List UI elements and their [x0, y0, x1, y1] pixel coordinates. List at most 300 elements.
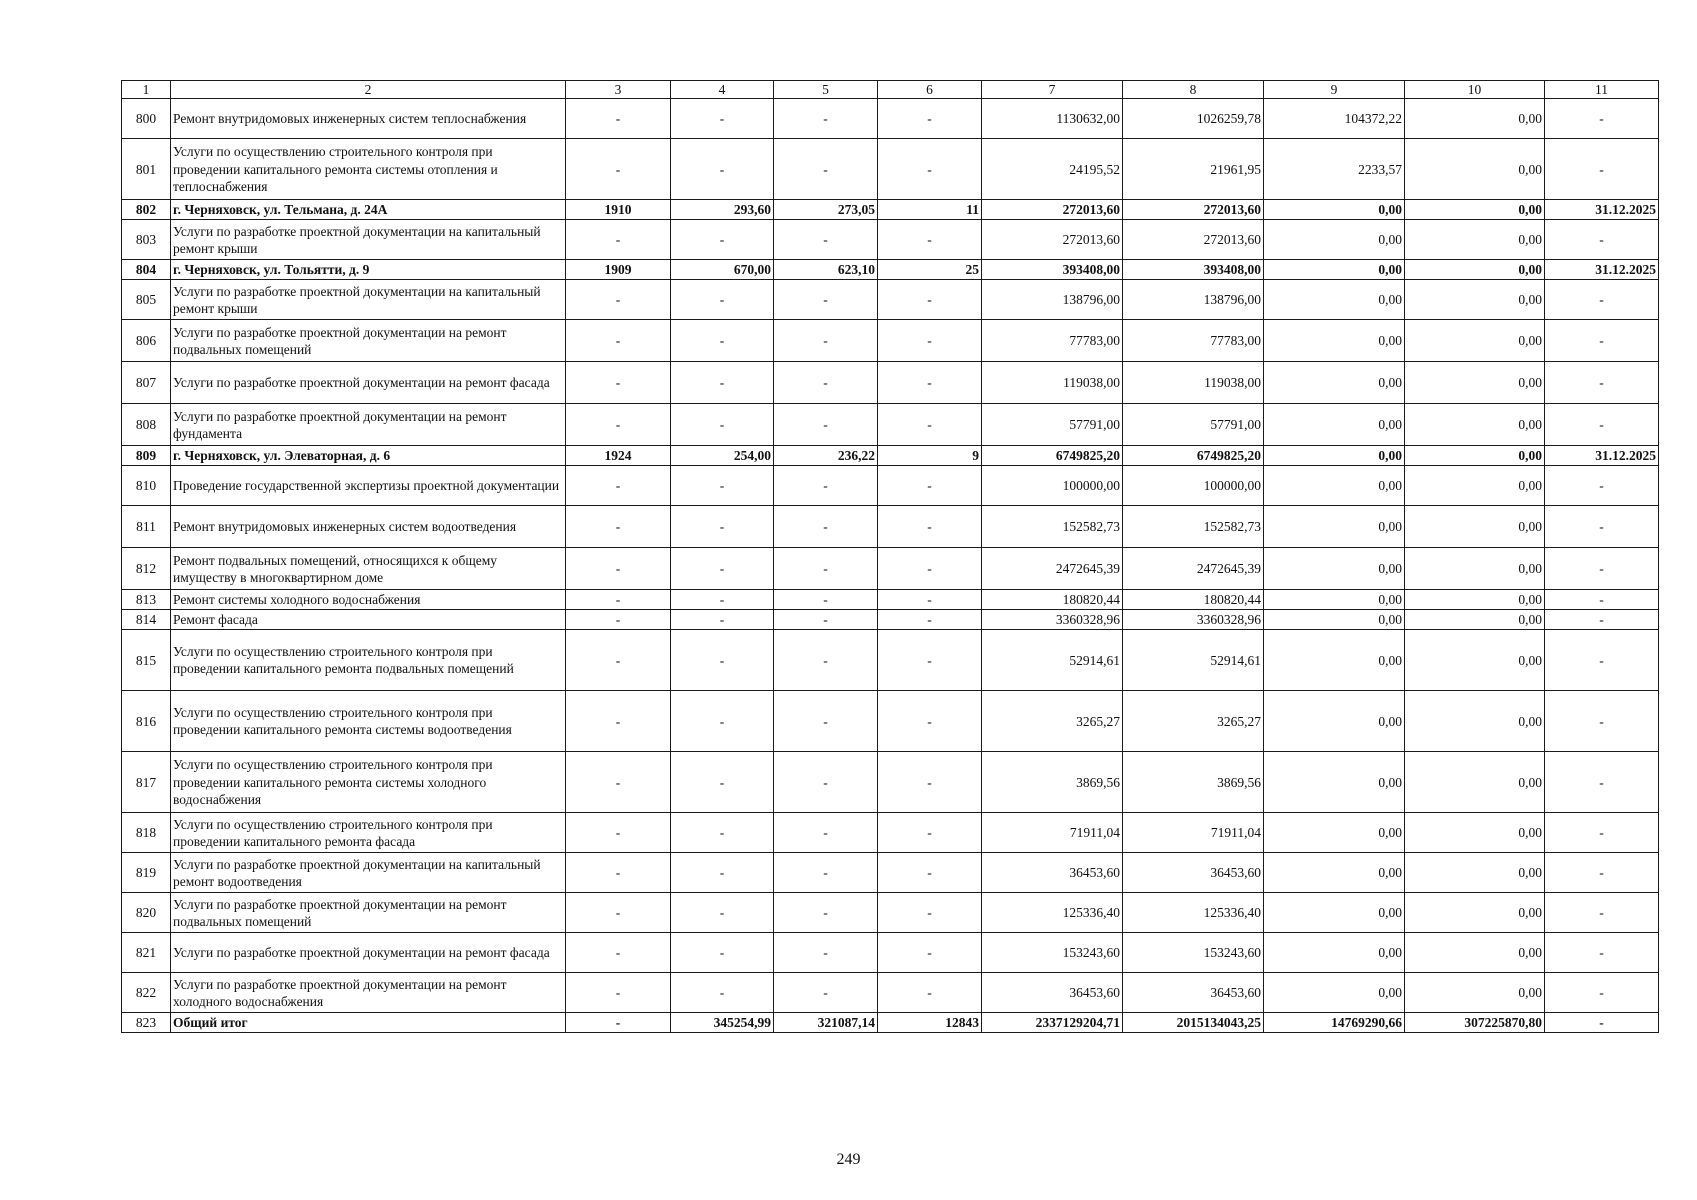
col10-cell: 0,00 [1405, 590, 1545, 610]
work-name-cell: г. Черняховск, ул. Тольятти, д. 9 [171, 260, 566, 280]
table-row [122, 362, 1659, 404]
col6-cell: - [878, 404, 982, 446]
col6-cell: - [878, 610, 982, 630]
work-name-cell: Услуги по разработке проектной документации на ремонт фасада [171, 362, 566, 404]
col11-cell: 31.12.2025 [1545, 260, 1659, 280]
col10-cell: 0,00 [1405, 220, 1545, 260]
page-number: 249 [836, 1151, 861, 1168]
work-name-cell: Проведение государственной экспертизы проектной документации [171, 466, 566, 506]
col7-cell: 6749825,20 [982, 446, 1123, 466]
col4-cell: - [671, 280, 774, 320]
table-row [122, 752, 1659, 813]
row-number-cell: 819 [122, 853, 171, 893]
col5-cell: - [774, 466, 878, 506]
col6-cell: - [878, 220, 982, 260]
col5-cell: - [774, 752, 878, 813]
col8-cell: 57791,00 [1123, 404, 1264, 446]
row-number-cell: 822 [122, 973, 171, 1013]
col11-cell: 31.12.2025 [1545, 446, 1659, 466]
col9-cell: 0,00 [1264, 610, 1405, 630]
col9-cell: 0,00 [1264, 404, 1405, 446]
table-row [122, 404, 1659, 446]
col6-cell: - [878, 853, 982, 893]
col6-cell: - [878, 99, 982, 139]
work-name-cell: Ремонт фасада [171, 610, 566, 630]
col6-cell: 25 [878, 260, 982, 280]
col8-cell: 119038,00 [1123, 362, 1264, 404]
col4-cell: - [671, 590, 774, 610]
col11-cell: - [1545, 933, 1659, 973]
col10-cell: 0,00 [1405, 466, 1545, 506]
col7-cell: 57791,00 [982, 404, 1123, 446]
col5-cell: - [774, 973, 878, 1013]
col4-cell: - [671, 893, 774, 933]
col9-cell: 0,00 [1264, 320, 1405, 362]
table-row [122, 466, 1659, 506]
table-row [122, 691, 1659, 752]
col3-cell: - [566, 320, 671, 362]
row-number-cell: 818 [122, 813, 171, 853]
col4-cell: - [671, 466, 774, 506]
col11-cell: - [1545, 1013, 1659, 1033]
col4-cell: - [671, 610, 774, 630]
col7-cell: 100000,00 [982, 466, 1123, 506]
column-number-cell: 6 [878, 81, 982, 99]
col10-cell: 0,00 [1405, 404, 1545, 446]
work-name-cell: Услуги по разработке проектной документации на капитальный ремонт крыши [171, 280, 566, 320]
address-row [122, 200, 1659, 220]
col9-cell: 0,00 [1264, 691, 1405, 752]
col6-cell: - [878, 813, 982, 853]
col10-cell: 0,00 [1405, 99, 1545, 139]
col6-cell: 12843 [878, 1013, 982, 1033]
column-number-cell: 7 [982, 81, 1123, 99]
col11-cell: - [1545, 548, 1659, 590]
work-name-cell: Услуги по осуществлению строительного контроля при проведении капитального ремонта системы отопления и теплоснабжения [171, 139, 566, 200]
col3-cell: - [566, 933, 671, 973]
col5-cell: 273,05 [774, 200, 878, 220]
col3-cell: - [566, 404, 671, 446]
col7-cell: 52914,61 [982, 630, 1123, 691]
col5-cell: - [774, 280, 878, 320]
col6-cell: - [878, 362, 982, 404]
col6-cell: - [878, 139, 982, 200]
col7-cell: 71911,04 [982, 813, 1123, 853]
col4-cell: - [671, 813, 774, 853]
col7-cell: 272013,60 [982, 200, 1123, 220]
col7-cell: 138796,00 [982, 280, 1123, 320]
col3-cell: - [566, 813, 671, 853]
work-name-cell: Услуги по разработке проектной документации на капитальный ремонт водоотведения [171, 853, 566, 893]
total-row [122, 1013, 1659, 1033]
table-row [122, 813, 1659, 853]
col8-cell: 153243,60 [1123, 933, 1264, 973]
col11-cell: - [1545, 320, 1659, 362]
col5-cell: - [774, 506, 878, 548]
work-name-cell: Ремонт подвальных помещений, относящихся к общему имуществу в многоквартирном доме [171, 548, 566, 590]
col9-cell: 104372,22 [1264, 99, 1405, 139]
work-name-cell: Ремонт системы холодного водоснабжения [171, 590, 566, 610]
col10-cell: 0,00 [1405, 893, 1545, 933]
col3-cell: - [566, 973, 671, 1013]
row-number-cell: 809 [122, 446, 171, 466]
address-row [122, 260, 1659, 280]
col8-cell: 272013,60 [1123, 200, 1264, 220]
col6-cell: - [878, 630, 982, 691]
col5-cell: - [774, 813, 878, 853]
col9-cell: 0,00 [1264, 362, 1405, 404]
col9-cell: 0,00 [1264, 466, 1405, 506]
col3-cell: - [566, 853, 671, 893]
column-number-cell: 8 [1123, 81, 1264, 99]
col9-cell: 0,00 [1264, 853, 1405, 893]
col10-cell: 0,00 [1405, 446, 1545, 466]
col7-cell: 36453,60 [982, 973, 1123, 1013]
col10-cell: 0,00 [1405, 630, 1545, 691]
col8-cell: 77783,00 [1123, 320, 1264, 362]
table-row [122, 893, 1659, 933]
col11-cell: - [1545, 973, 1659, 1013]
work-name-cell: Услуги по осуществлению строительного контроля при проведении капитального ремонта подвальных помещений [171, 630, 566, 691]
col5-cell: 321087,14 [774, 1013, 878, 1033]
col3-cell: - [566, 139, 671, 200]
col11-cell: - [1545, 893, 1659, 933]
table-row [122, 610, 1659, 630]
col9-cell: 0,00 [1264, 933, 1405, 973]
work-name-cell: Услуги по разработке проектной документации на ремонт фасада [171, 933, 566, 973]
work-name-cell: Услуги по разработке проектной документации на ремонт холодного водоснабжения [171, 973, 566, 1013]
col7-cell: 153243,60 [982, 933, 1123, 973]
table-row [122, 280, 1659, 320]
col9-cell: 0,00 [1264, 813, 1405, 853]
row-number-cell: 814 [122, 610, 171, 630]
col3-cell: - [566, 610, 671, 630]
col8-cell: 3265,27 [1123, 691, 1264, 752]
col7-cell: 125336,40 [982, 893, 1123, 933]
col3-cell: - [566, 752, 671, 813]
address-row [122, 446, 1659, 466]
col6-cell: - [878, 893, 982, 933]
col10-cell: 0,00 [1405, 362, 1545, 404]
col5-cell: - [774, 99, 878, 139]
col10-cell: 0,00 [1405, 260, 1545, 280]
col4-cell: - [671, 404, 774, 446]
col5-cell: - [774, 933, 878, 973]
row-number-cell: 804 [122, 260, 171, 280]
table-row [122, 853, 1659, 893]
col4-cell: - [671, 853, 774, 893]
col8-cell: 36453,60 [1123, 973, 1264, 1013]
col9-cell: 0,00 [1264, 446, 1405, 466]
col11-cell: - [1545, 362, 1659, 404]
col9-cell: 2233,57 [1264, 139, 1405, 200]
col7-cell: 3869,56 [982, 752, 1123, 813]
table-row [122, 933, 1659, 973]
col8-cell: 125336,40 [1123, 893, 1264, 933]
work-name-cell: Услуги по осуществлению строительного контроля при проведении капитального ремонта системы холодного водоснабжения [171, 752, 566, 813]
col10-cell: 0,00 [1405, 548, 1545, 590]
col5-cell: - [774, 691, 878, 752]
col8-cell: 152582,73 [1123, 506, 1264, 548]
row-number-cell: 820 [122, 893, 171, 933]
col7-cell: 2472645,39 [982, 548, 1123, 590]
col7-cell: 180820,44 [982, 590, 1123, 610]
col7-cell: 1130632,00 [982, 99, 1123, 139]
col6-cell: - [878, 933, 982, 973]
col11-cell: - [1545, 752, 1659, 813]
work-name-cell: Ремонт внутридомовых инженерных систем теплоснабжения [171, 99, 566, 139]
col11-cell: - [1545, 280, 1659, 320]
col8-cell: 52914,61 [1123, 630, 1264, 691]
col9-cell: 0,00 [1264, 590, 1405, 610]
col7-cell: 24195,52 [982, 139, 1123, 200]
col4-cell: 345254,99 [671, 1013, 774, 1033]
table-row [122, 630, 1659, 691]
col11-cell: - [1545, 139, 1659, 200]
col6-cell: 9 [878, 446, 982, 466]
col4-cell: - [671, 506, 774, 548]
col5-cell: 623,10 [774, 260, 878, 280]
col9-cell: 0,00 [1264, 548, 1405, 590]
col8-cell: 6749825,20 [1123, 446, 1264, 466]
col8-cell: 3360328,96 [1123, 610, 1264, 630]
work-name-cell: Услуги по разработке проектной документации на ремонт фундамента [171, 404, 566, 446]
col4-cell: 254,00 [671, 446, 774, 466]
col5-cell: 236,22 [774, 446, 878, 466]
col7-cell: 393408,00 [982, 260, 1123, 280]
work-name-cell: Ремонт внутридомовых инженерных систем водоотведения [171, 506, 566, 548]
col5-cell: - [774, 590, 878, 610]
col11-cell: - [1545, 99, 1659, 139]
column-number-cell: 2 [171, 81, 566, 99]
col10-cell: 0,00 [1405, 752, 1545, 813]
col9-cell: 0,00 [1264, 220, 1405, 260]
col7-cell: 3360328,96 [982, 610, 1123, 630]
table-row [122, 99, 1659, 139]
col4-cell: 293,60 [671, 200, 774, 220]
col5-cell: - [774, 404, 878, 446]
col5-cell: - [774, 630, 878, 691]
row-number-cell: 803 [122, 220, 171, 260]
col5-cell: - [774, 139, 878, 200]
col5-cell: - [774, 548, 878, 590]
col11-cell: - [1545, 610, 1659, 630]
col7-cell: 36453,60 [982, 853, 1123, 893]
col8-cell: 71911,04 [1123, 813, 1264, 853]
col6-cell: - [878, 590, 982, 610]
table-row [122, 548, 1659, 590]
col10-cell: 307225870,80 [1405, 1013, 1545, 1033]
col10-cell: 0,00 [1405, 610, 1545, 630]
row-number-cell: 812 [122, 548, 171, 590]
col8-cell: 180820,44 [1123, 590, 1264, 610]
row-number-cell: 821 [122, 933, 171, 973]
column-number-cell: 9 [1264, 81, 1405, 99]
work-name-cell: Общий итог [171, 1013, 566, 1033]
col8-cell: 3869,56 [1123, 752, 1264, 813]
col10-cell: 0,00 [1405, 139, 1545, 200]
col4-cell: - [671, 362, 774, 404]
row-number-cell: 805 [122, 280, 171, 320]
col11-cell: - [1545, 590, 1659, 610]
col9-cell: 0,00 [1264, 630, 1405, 691]
row-number-cell: 813 [122, 590, 171, 610]
row-number-cell: 823 [122, 1013, 171, 1033]
col10-cell: 0,00 [1405, 933, 1545, 973]
col3-cell: - [566, 506, 671, 548]
col4-cell: - [671, 752, 774, 813]
col10-cell: 0,00 [1405, 691, 1545, 752]
table-row [122, 139, 1659, 200]
col10-cell: 0,00 [1405, 506, 1545, 548]
col8-cell: 138796,00 [1123, 280, 1264, 320]
col9-cell: 0,00 [1264, 752, 1405, 813]
col3-cell: - [566, 1013, 671, 1033]
work-name-cell: г. Черняховск, ул. Тельмана, д. 24А [171, 200, 566, 220]
col5-cell: - [774, 893, 878, 933]
col3-cell: 1924 [566, 446, 671, 466]
col11-cell: - [1545, 691, 1659, 752]
col6-cell: - [878, 506, 982, 548]
col10-cell: 0,00 [1405, 813, 1545, 853]
row-number-cell: 810 [122, 466, 171, 506]
col11-cell: - [1545, 630, 1659, 691]
row-number-cell: 808 [122, 404, 171, 446]
row-number-cell: 800 [122, 99, 171, 139]
col7-cell: 272013,60 [982, 220, 1123, 260]
col3-cell: - [566, 548, 671, 590]
col3-cell: - [566, 630, 671, 691]
row-number-cell: 802 [122, 200, 171, 220]
work-name-cell: Услуги по осуществлению строительного контроля при проведении капитального ремонта фасада [171, 813, 566, 853]
col11-cell: 31.12.2025 [1545, 200, 1659, 220]
col7-cell: 152582,73 [982, 506, 1123, 548]
col6-cell: - [878, 548, 982, 590]
col9-cell: 0,00 [1264, 260, 1405, 280]
col3-cell: - [566, 466, 671, 506]
col11-cell: - [1545, 466, 1659, 506]
work-name-cell: Услуги по разработке проектной документации на ремонт подвальных помещений [171, 320, 566, 362]
col8-cell: 21961,95 [1123, 139, 1264, 200]
col6-cell: - [878, 752, 982, 813]
col4-cell: 670,00 [671, 260, 774, 280]
col9-cell: 0,00 [1264, 280, 1405, 320]
table-row [122, 320, 1659, 362]
col8-cell: 272013,60 [1123, 220, 1264, 260]
col10-cell: 0,00 [1405, 973, 1545, 1013]
row-number-cell: 807 [122, 362, 171, 404]
table-row [122, 506, 1659, 548]
row-number-cell: 815 [122, 630, 171, 691]
col11-cell: - [1545, 813, 1659, 853]
column-number-cell: 3 [566, 81, 671, 99]
col8-cell: 100000,00 [1123, 466, 1264, 506]
col8-cell: 2015134043,25 [1123, 1013, 1264, 1033]
col4-cell: - [671, 220, 774, 260]
col11-cell: - [1545, 404, 1659, 446]
row-number-cell: 811 [122, 506, 171, 548]
col8-cell: 393408,00 [1123, 260, 1264, 280]
work-name-cell: г. Черняховск, ул. Элеваторная, д. 6 [171, 446, 566, 466]
col4-cell: - [671, 691, 774, 752]
col10-cell: 0,00 [1405, 853, 1545, 893]
col10-cell: 0,00 [1405, 320, 1545, 362]
row-number-cell: 816 [122, 691, 171, 752]
col7-cell: 77783,00 [982, 320, 1123, 362]
col9-cell: 14769290,66 [1264, 1013, 1405, 1033]
col3-cell: 1909 [566, 260, 671, 280]
row-number-cell: 806 [122, 320, 171, 362]
col10-cell: 0,00 [1405, 200, 1545, 220]
col5-cell: - [774, 362, 878, 404]
col10-cell: 0,00 [1405, 280, 1545, 320]
col7-cell: 2337129204,71 [982, 1013, 1123, 1033]
col8-cell: 1026259,78 [1123, 99, 1264, 139]
col3-cell: - [566, 893, 671, 933]
col4-cell: - [671, 548, 774, 590]
col11-cell: - [1545, 853, 1659, 893]
table-row [122, 973, 1659, 1013]
column-number-cell: 4 [671, 81, 774, 99]
column-number-cell: 1 [122, 81, 171, 99]
col6-cell: - [878, 280, 982, 320]
column-number-cell: 10 [1405, 81, 1545, 99]
col5-cell: - [774, 853, 878, 893]
col11-cell: - [1545, 506, 1659, 548]
col7-cell: 3265,27 [982, 691, 1123, 752]
col8-cell: 2472645,39 [1123, 548, 1264, 590]
work-name-cell: Услуги по разработке проектной документации на капитальный ремонт крыши [171, 220, 566, 260]
col6-cell: - [878, 691, 982, 752]
col3-cell: 1910 [566, 200, 671, 220]
col4-cell: - [671, 973, 774, 1013]
col9-cell: 0,00 [1264, 200, 1405, 220]
col3-cell: - [566, 691, 671, 752]
col4-cell: - [671, 630, 774, 691]
col8-cell: 36453,60 [1123, 853, 1264, 893]
col6-cell: - [878, 973, 982, 1013]
col4-cell: - [671, 320, 774, 362]
col4-cell: - [671, 139, 774, 200]
col9-cell: 0,00 [1264, 973, 1405, 1013]
col7-cell: 119038,00 [982, 362, 1123, 404]
works-table [121, 80, 1659, 1033]
col11-cell: - [1545, 220, 1659, 260]
row-number-cell: 817 [122, 752, 171, 813]
col9-cell: 0,00 [1264, 893, 1405, 933]
work-name-cell: Услуги по разработке проектной документации на ремонт подвальных помещений [171, 893, 566, 933]
table-row [122, 590, 1659, 610]
col3-cell: - [566, 590, 671, 610]
col3-cell: - [566, 99, 671, 139]
col5-cell: - [774, 220, 878, 260]
col6-cell: - [878, 466, 982, 506]
col3-cell: - [566, 362, 671, 404]
column-number-cell: 5 [774, 81, 878, 99]
col5-cell: - [774, 610, 878, 630]
work-name-cell: Услуги по осуществлению строительного контроля при проведении капитального ремонта системы водоотведения [171, 691, 566, 752]
table-row [122, 220, 1659, 260]
col9-cell: 0,00 [1264, 506, 1405, 548]
column-number-header-row [122, 81, 1659, 99]
col6-cell: 11 [878, 200, 982, 220]
col4-cell: - [671, 933, 774, 973]
row-number-cell: 801 [122, 139, 171, 200]
column-number-cell: 11 [1545, 81, 1659, 99]
col5-cell: - [774, 320, 878, 362]
col4-cell: - [671, 99, 774, 139]
col6-cell: - [878, 320, 982, 362]
